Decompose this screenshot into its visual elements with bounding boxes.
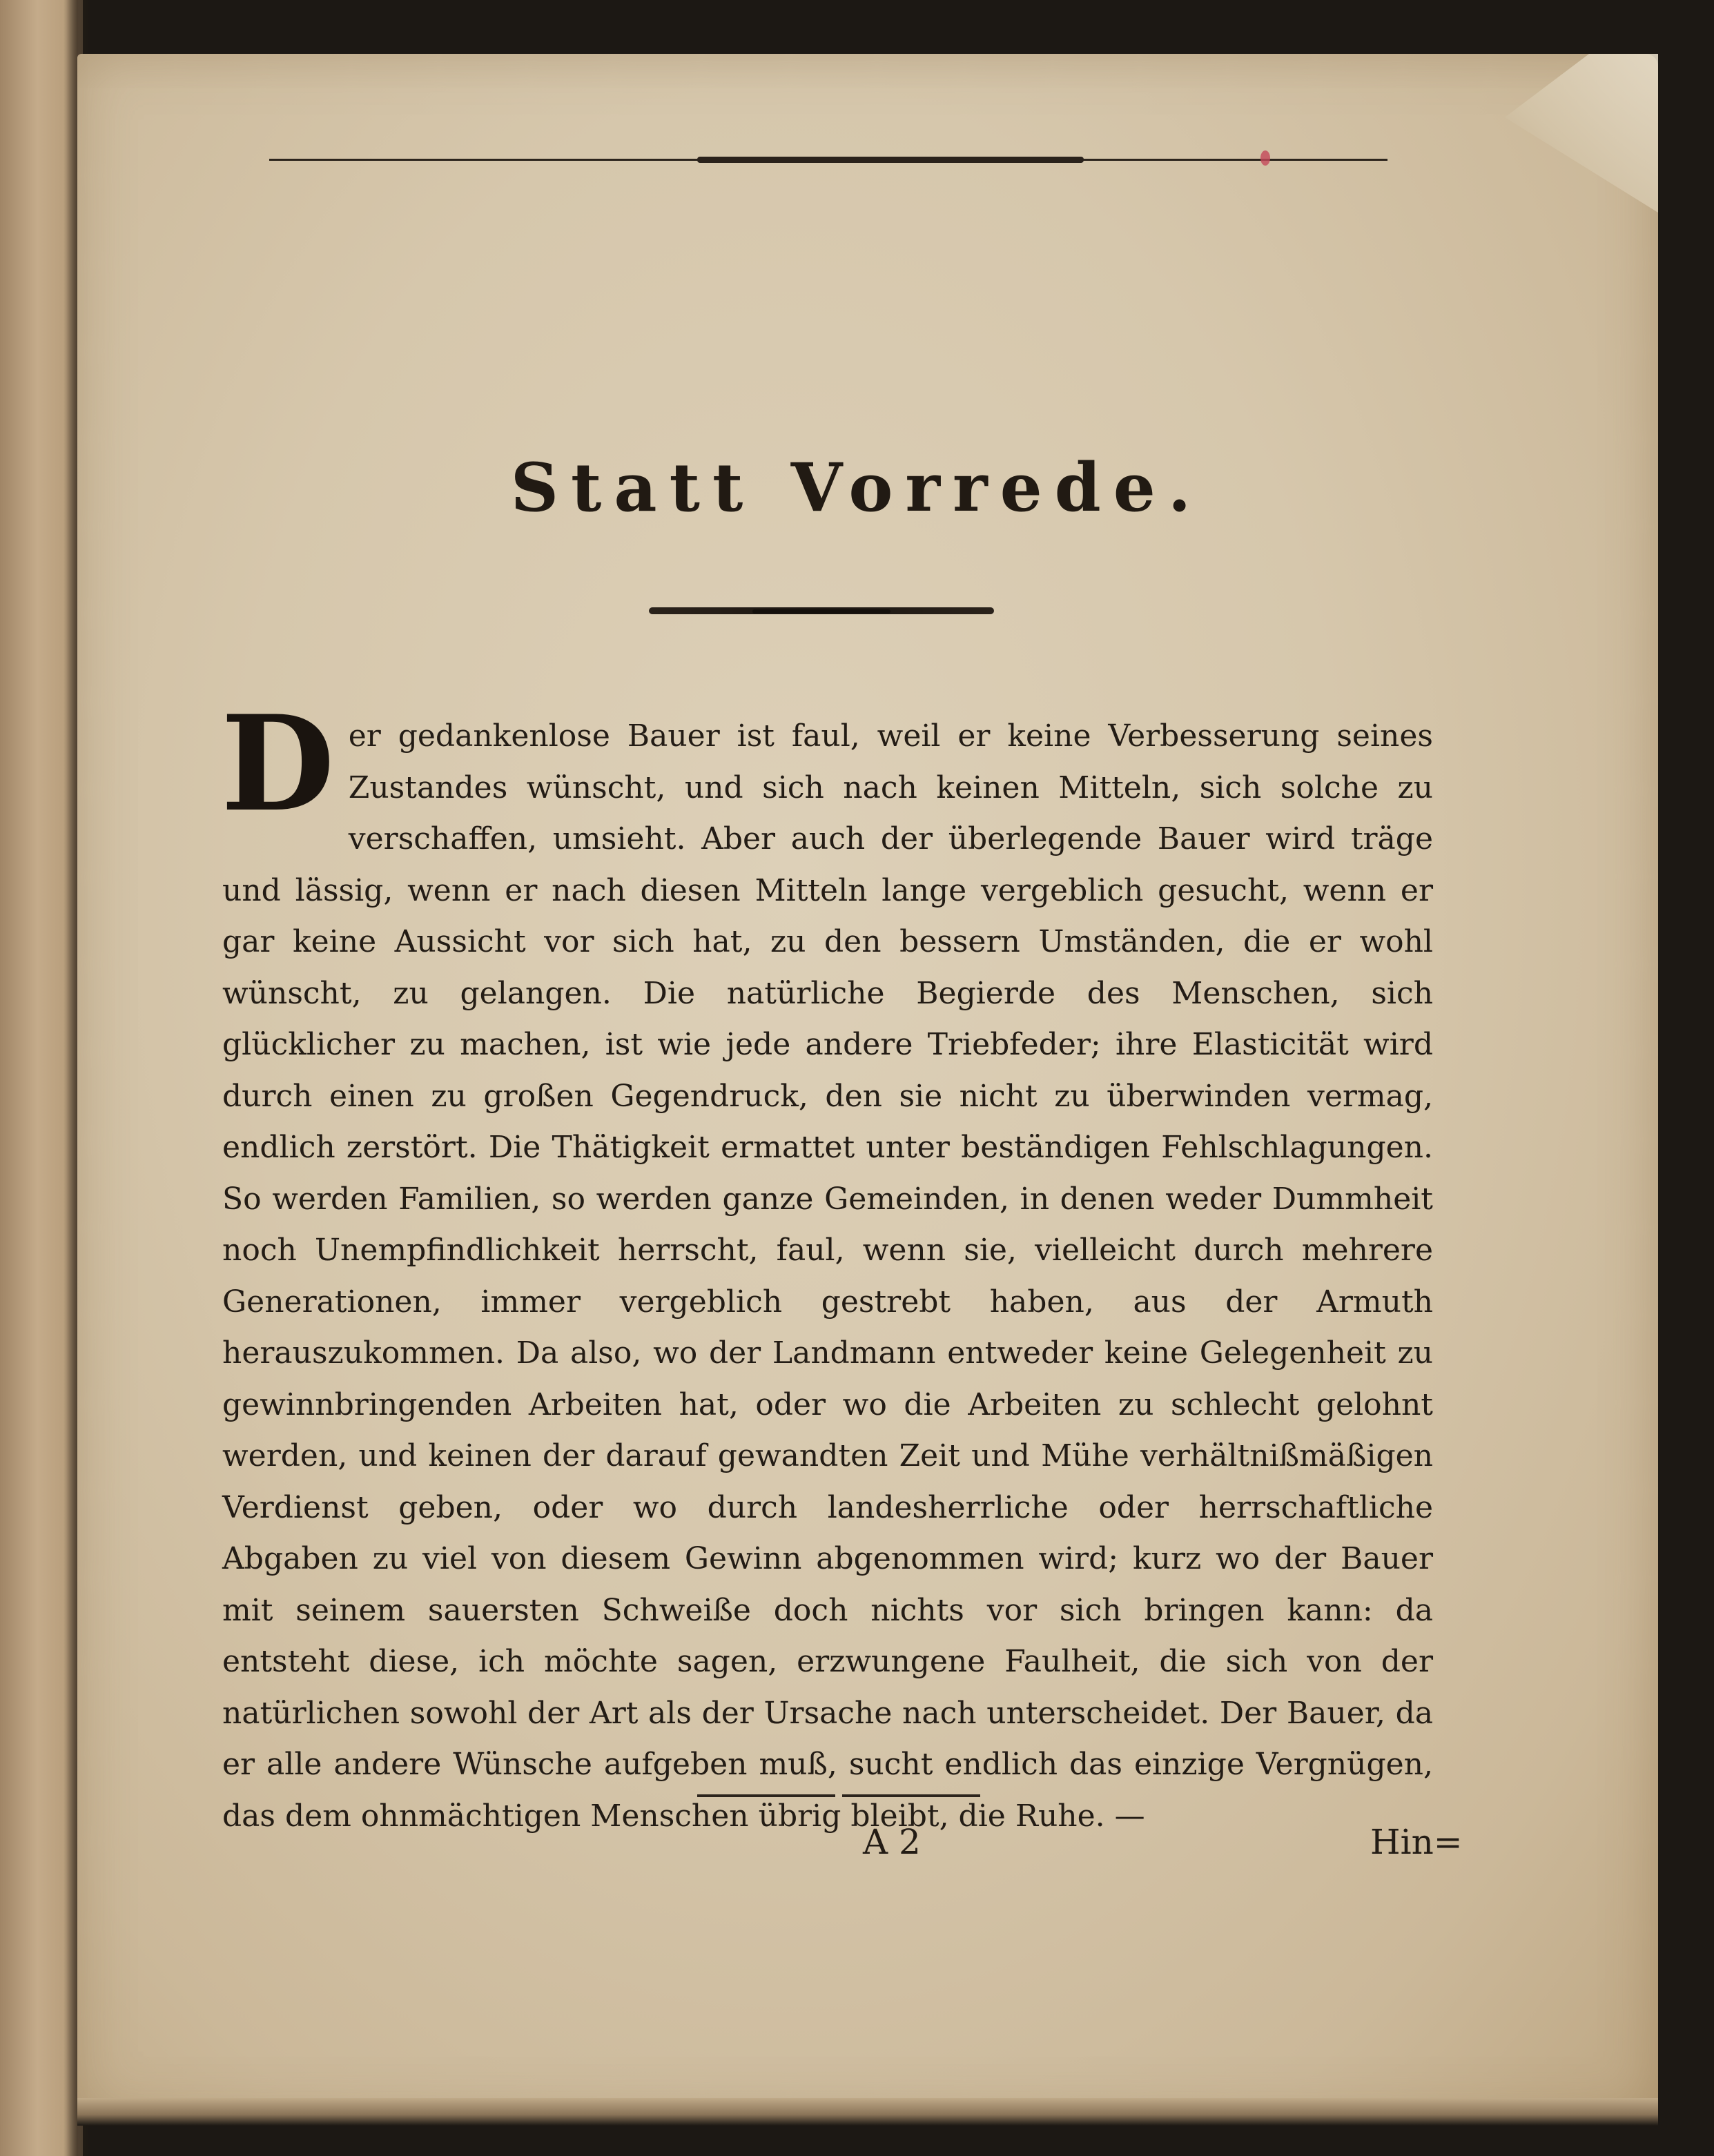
drop-cap: D bbox=[221, 687, 335, 841]
body-paragraph bbox=[221, 687, 1433, 1842]
header-rule-ornament bbox=[697, 157, 1084, 163]
red-ink-mark bbox=[1260, 150, 1270, 166]
page-bottom-edge bbox=[77, 2098, 1658, 2126]
end-rule bbox=[697, 1794, 980, 1797]
signature-mark: A 2 bbox=[863, 1822, 921, 1862]
title-underline-rule bbox=[649, 607, 994, 614]
catchword: Hin= bbox=[1370, 1822, 1463, 1862]
header-rule bbox=[269, 156, 1387, 164]
page-title: Statt Vorrede. bbox=[510, 449, 1204, 527]
paragraph-text: er gedankenlose Bauer ist faul, weil er keine Verbesserung seines Zustandes wünscht, und sich nach keinen Mitteln, sich solche zu verschaffen, umsieht. Aber auch der überlegende Bauer wird träge und lässig, wenn er nach diesen Mitteln lange vergeblich gesucht, wenn er gar keine Aussicht vor sich hat, zu den bessern Umständen, die er wohl wünscht, zu gelangen. Die natürliche Begierde des Menschen, sich glücklicher zu machen, ist wie jede andere Triebfeder; ihre Elasticität wird durch einen zu großen Gegendruck, den sie nicht zu überwinden vermag, endlich zerstört. Die Thätigkeit ermattet unter beständigen Fehlschlagungen. So werden Familien, so werden ganze Gemeinden, in denen weder Dummheit noch Unempfindlichkeit herrscht, faul, wenn sie, vielleicht durch mehrere Generationen, immer vergeblich gestrebt haben, aus der Armuth herauszukommen. Da also, wo der Landmann entweder keine Gelegenheit zu gewinnbringenden Arbeiten hat, oder wo die Arbeiten zu schlecht gelohnt werden, und keinen der darauf gewandten Zeit und Mühe verhältnißmäßigen Verdienst geben, oder wo durch landesherrliche oder herrschaftliche Abgaben zu viel von diesem Gewinn abgenommen wird; kurz wo der Bauer mit seinem sauersten Schweiße doch nichts vor sich bringen kann: da entsteht diese, ich möchte sagen, erzwungene Faulheit, die sich von der natürlichen sowohl der Art als der Ursache nach unterscheidet. Der Bauer, da er alle andere Wünsche aufgeben muß, sucht endlich das einzige Vergnügen, das dem ohnmächtigen Menschen übrig bleibt, die Ruhe. — bbox=[222, 718, 1433, 1834]
